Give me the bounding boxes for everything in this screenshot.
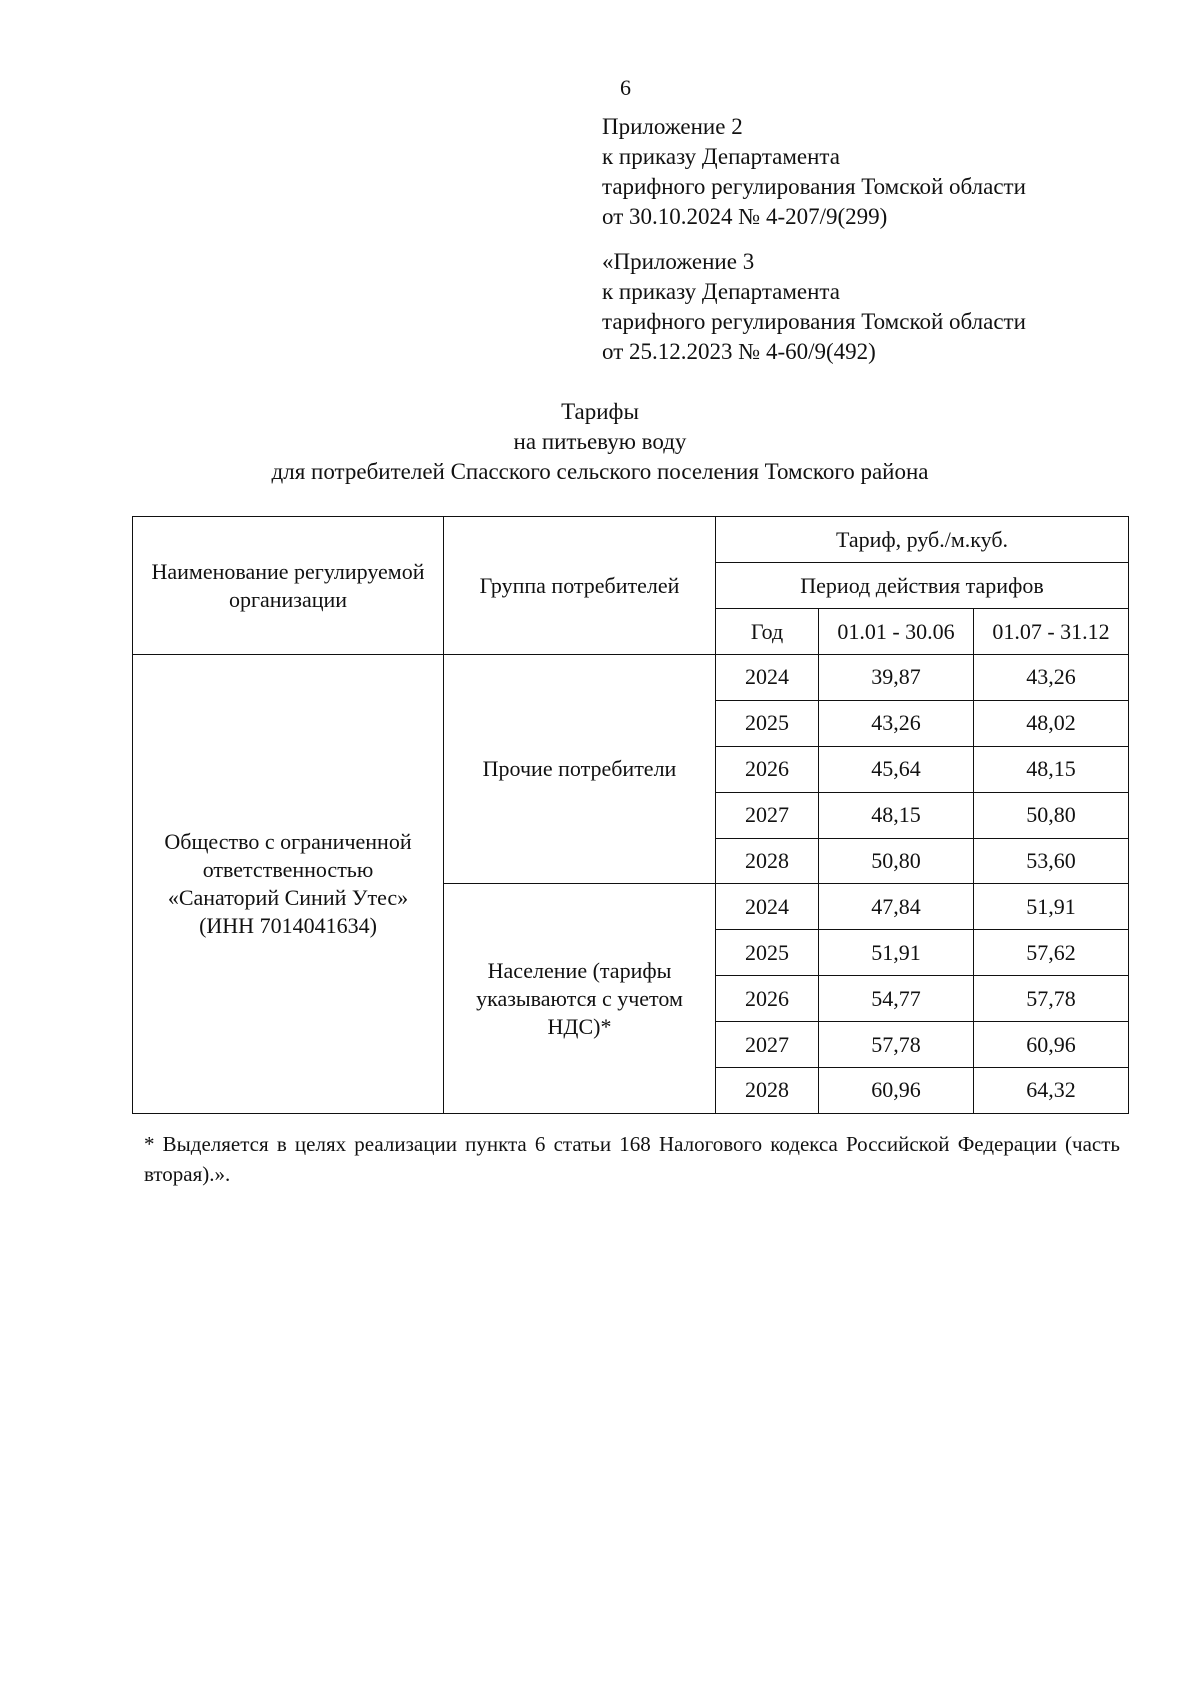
tariff-cell: 43,26 [819,700,974,746]
appendix-order-ref: к приказу Департамента [602,279,840,304]
title-line: Тарифы [561,399,639,424]
year-cell: 2026 [716,746,819,792]
appendix-title: «Приложение 3 [602,249,755,274]
tariff-cell: 54,77 [819,976,974,1022]
tariff-cell: 57,62 [974,930,1129,976]
organization-line: (ИНН 7014041634) [199,912,377,938]
tariff-cell: 48,02 [974,700,1129,746]
table-header-row [133,517,1129,563]
appendix-header-current [602,112,1122,232]
appendix-header-previous [602,247,1122,367]
appendix-order-ref: к приказу Департамента [602,144,840,169]
tariff-cell: 50,80 [974,792,1129,838]
tariff-cell: 64,32 [974,1068,1129,1114]
header-year: Год [716,609,819,655]
title-line: на питьевую воду [513,429,687,454]
tariff-cell: 57,78 [819,1022,974,1068]
tariff-cell: 51,91 [819,930,974,976]
tariff-cell: 43,26 [974,655,1129,701]
organization-line: «Санаторий Синий Утес» [167,884,409,910]
tariff-cell: 57,78 [974,976,1129,1022]
year-cell: 2027 [716,1022,819,1068]
group-cell-other: Прочие потребители [444,655,716,884]
header-half2: 01.07 - 31.12 [974,609,1129,655]
year-cell: 2027 [716,792,819,838]
appendix-department: тарифного регулирования Томской области [602,174,1026,199]
appendix-department: тарифного регулирования Томской области [602,309,1026,334]
year-cell: 2024 [716,884,819,930]
header-organization: Наименование регулируемой организации [133,517,444,655]
tariff-cell: 39,87 [819,655,974,701]
appendix-date-number: от 30.10.2024 № 4-207/9(299) [602,204,888,229]
header-tariff: Тариф, руб./м.куб. [716,517,1129,563]
tariff-cell: 48,15 [974,746,1129,792]
tariff-cell: 47,84 [819,884,974,930]
tariff-cell: 50,80 [819,838,974,884]
group-cell-population: Население (тарифы указываются с учетом НДС)* [444,884,716,1113]
footnote: * Выделяется в целях реализации пункта 6 статьи 168 Налогового кодекса Российской Федерации (часть вторая).». [144,1132,1120,1186]
header-group: Группа потребителей [444,517,716,655]
document-title [0,397,1200,487]
header-half1: 01.01 - 30.06 [819,609,974,655]
page-number: 6 [620,75,631,100]
year-cell: 2025 [716,930,819,976]
tariff-cell: 60,96 [819,1068,974,1114]
tariff-table [132,516,1129,1114]
year-cell: 2026 [716,976,819,1022]
tariff-cell: 53,60 [974,838,1129,884]
year-cell: 2025 [716,700,819,746]
title-line: для потребителей Спасского сельского поселения Томского района [271,459,929,484]
tariff-cell: 60,96 [974,1022,1129,1068]
tariff-cell: 45,64 [819,746,974,792]
tariff-cell: 48,15 [819,792,974,838]
year-cell: 2024 [716,655,819,701]
header-period: Период действия тарифов [716,563,1129,609]
appendix-date-number: от 25.12.2023 № 4-60/9(492) [602,339,876,364]
appendix-title: Приложение 2 [602,114,743,139]
table-row [133,655,1129,701]
year-cell: 2028 [716,1068,819,1114]
year-cell: 2028 [716,838,819,884]
tariff-cell: 51,91 [974,884,1129,930]
organization-line: ответственностью [202,856,374,882]
organization-cell [133,655,444,1114]
organization-line: Общество с ограниченной [164,828,412,854]
